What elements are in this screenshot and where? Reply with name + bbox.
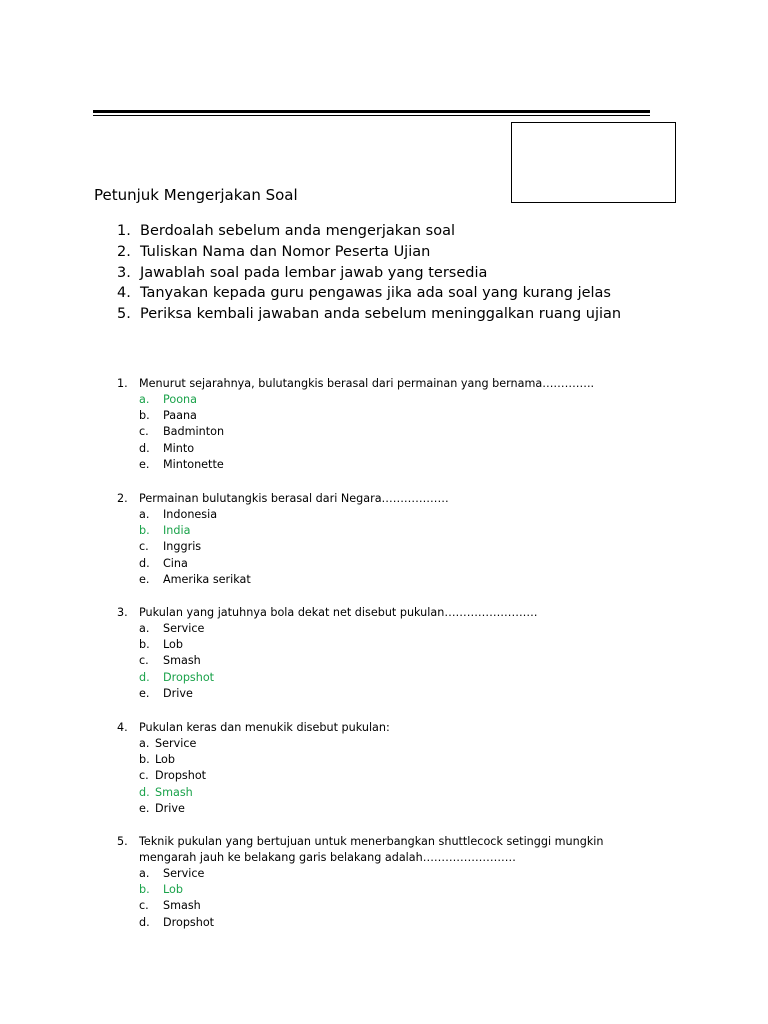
option-letter: d. — [139, 556, 150, 570]
option-text: Service — [163, 867, 205, 880]
instruction-number: 3. — [117, 264, 131, 281]
photo-box — [511, 122, 676, 203]
option-letter: a. — [139, 867, 150, 880]
instruction-item — [117, 306, 621, 327]
option-text: Paana — [163, 409, 197, 423]
option-item — [117, 638, 537, 654]
option-letter: c. — [139, 899, 149, 913]
instruction-number: 1. — [117, 223, 131, 239]
option-item — [117, 737, 390, 753]
question-stem — [117, 721, 390, 737]
option-letter: a. — [139, 393, 150, 406]
option-item — [117, 867, 604, 883]
question-stem — [117, 377, 594, 393]
option-letter: a. — [139, 622, 150, 635]
option-text: Inggris — [163, 540, 202, 554]
option-item — [117, 671, 537, 687]
question-stem — [117, 492, 449, 508]
instruction-text: Periksa kembali jawaban anda sebelum meninggalkan ruang ujian — [140, 306, 622, 323]
options-list — [117, 393, 594, 474]
question-1 — [117, 377, 594, 474]
option-text: India — [163, 524, 191, 538]
option-letter: b. — [139, 409, 150, 423]
instructions-list — [117, 223, 621, 327]
option-item — [117, 573, 449, 589]
question-text: Menurut sejarahnya, bulutangkis berasal dari permainan yang bernama………….. — [139, 377, 595, 390]
option-letter: b. — [139, 638, 150, 652]
option-text: Smash — [163, 654, 201, 668]
option-item — [117, 883, 604, 899]
question-4 — [117, 721, 390, 818]
option-text: Dropshot — [163, 670, 215, 684]
option-text: Service — [155, 737, 197, 750]
instruction-item — [117, 285, 621, 306]
option-text: Cina — [163, 556, 188, 570]
option-letter: d. — [139, 915, 150, 929]
question-5 — [117, 835, 604, 932]
option-item — [117, 458, 594, 474]
option-letter: d. — [139, 670, 150, 684]
question-text: mengarah jauh ke belakang garis belakang adalah……………………. — [139, 851, 516, 864]
question-stem — [117, 835, 604, 851]
instruction-item — [117, 223, 621, 244]
instruction-text: Berdoalah sebelum anda mengerjakan soal — [140, 223, 455, 239]
option-letter: e. — [139, 457, 150, 471]
option-letter: c. — [139, 654, 149, 668]
instruction-number: 4. — [117, 285, 131, 302]
option-item — [117, 687, 537, 703]
options-list — [117, 737, 390, 818]
option-letter: b. — [139, 753, 150, 767]
option-text: Drive — [155, 801, 185, 815]
option-text: Badminton — [163, 425, 225, 439]
option-item — [117, 916, 604, 932]
options-list — [117, 622, 537, 703]
header-rule-thin — [93, 115, 650, 116]
option-letter: e. — [139, 572, 150, 586]
option-letter: d. — [139, 785, 150, 799]
question-number: 1. — [117, 377, 128, 390]
question-2 — [117, 492, 449, 589]
instruction-text: Jawablah soal pada lembar jawab yang tersedia — [140, 264, 488, 281]
option-text: Smash — [155, 785, 193, 799]
question-number: 2. — [117, 492, 128, 505]
option-text: Lob — [163, 638, 183, 652]
question-text: Pukulan keras dan menukik disebut pukulan: — [139, 721, 390, 734]
option-letter: a. — [139, 737, 150, 750]
options-list — [117, 508, 449, 589]
question-text: Teknik pukulan yang bertujuan untuk menerbangkan shuttlecock setinggi mungkin — [139, 835, 604, 848]
option-letter: c. — [139, 769, 149, 783]
header-rule-thick — [93, 110, 650, 113]
option-item — [117, 899, 604, 915]
option-item — [117, 508, 449, 524]
question-number: 3. — [117, 606, 128, 619]
option-item — [117, 753, 390, 769]
option-item — [117, 769, 390, 785]
option-letter: b. — [139, 524, 150, 538]
option-text: Poona — [163, 393, 197, 406]
option-letter: d. — [139, 441, 150, 455]
instruction-text: Tuliskan Nama dan Nomor Peserta Ujian — [140, 243, 431, 260]
option-text: Lob — [155, 753, 175, 767]
question-number: 5. — [117, 835, 128, 848]
question-number: 4. — [117, 721, 128, 734]
question-text: Pukulan yang jatuhnya bola dekat net disebut pukulan……………………. — [139, 606, 538, 619]
option-text: Service — [163, 622, 205, 635]
option-letter: a. — [139, 508, 150, 521]
options-list — [117, 867, 604, 932]
option-item — [117, 442, 594, 458]
question-text: Permainan bulutangkis berasal dari Negara……………… — [139, 492, 449, 505]
option-text: Dropshot — [155, 769, 207, 783]
option-text: Drive — [163, 686, 193, 700]
option-letter: c. — [139, 425, 149, 439]
instruction-number: 5. — [117, 306, 131, 323]
option-text: Amerika serikat — [163, 572, 251, 586]
option-item — [117, 409, 594, 425]
option-text: Minto — [163, 441, 195, 455]
option-letter: e. — [139, 801, 150, 815]
instruction-number: 2. — [117, 243, 131, 260]
option-item — [117, 393, 594, 409]
instruction-item — [117, 265, 621, 286]
instructions-title: Petunjuk Mengerjakan Soal — [94, 186, 298, 204]
option-item — [117, 540, 449, 556]
question-3 — [117, 606, 537, 703]
option-letter: b. — [139, 883, 150, 897]
option-item — [117, 802, 390, 818]
option-text: Lob — [163, 883, 183, 897]
option-item — [117, 622, 537, 638]
instruction-item — [117, 244, 621, 265]
instruction-text: Tanyakan kepada guru pengawas jika ada soal yang kurang jelas — [140, 285, 611, 302]
question-stem — [117, 606, 537, 622]
option-item — [117, 425, 594, 441]
option-text: Smash — [163, 899, 201, 913]
question-stem-continued — [117, 851, 604, 867]
option-letter: e. — [139, 686, 150, 700]
option-letter: c. — [139, 540, 149, 554]
option-text: Mintonette — [163, 457, 224, 471]
option-item — [117, 524, 449, 540]
option-text: Indonesia — [163, 508, 218, 521]
option-text: Dropshot — [163, 915, 215, 929]
option-item — [117, 557, 449, 573]
option-item — [117, 654, 537, 670]
option-item — [117, 786, 390, 802]
